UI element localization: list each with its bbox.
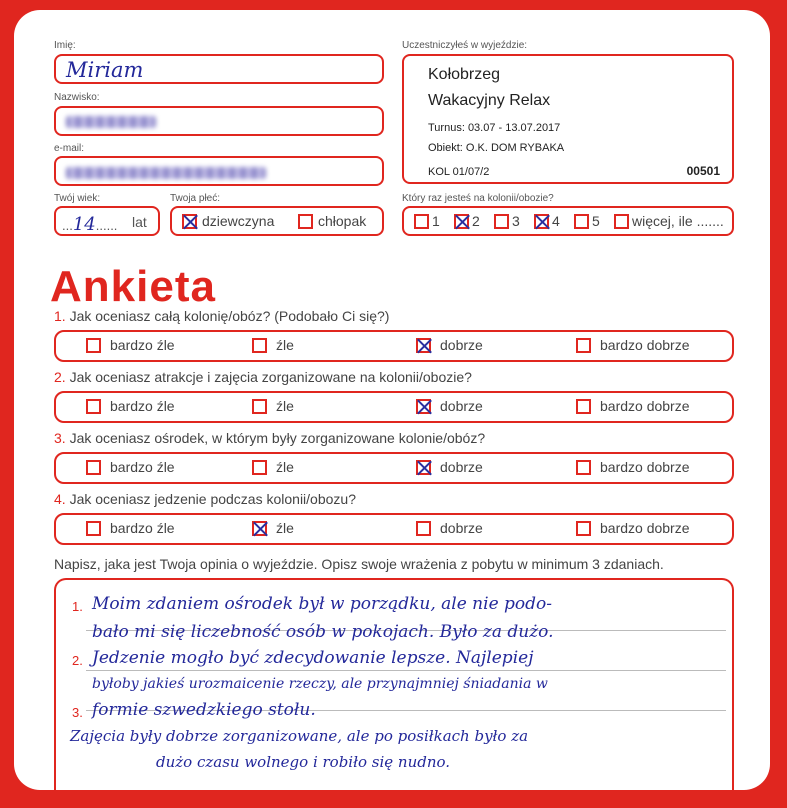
answer-option-label: bardzo źle bbox=[110, 337, 175, 353]
answer-checkbox[interactable] bbox=[86, 338, 101, 353]
opinion-line: byłoby jakieś urozmaicenie rzeczy, ale przynajmniej śniadania w bbox=[92, 676, 548, 692]
answer-option-label: bardzo źle bbox=[110, 459, 175, 475]
answer-row-3 bbox=[54, 452, 734, 484]
opinion-line-number-2: 2. bbox=[72, 653, 83, 668]
answer-option-label: bardzo dobrze bbox=[600, 337, 690, 353]
answer-checkbox[interactable] bbox=[252, 338, 267, 353]
trip-label: Uczestniczyłeś w wyjeździe: bbox=[402, 40, 528, 51]
times-option-4: 4 bbox=[552, 213, 560, 229]
opinion-line: formie szwedzkiego stołu. bbox=[92, 700, 316, 720]
trip-obiekt: Obiekt: O.K. DOM RYBAKA bbox=[428, 142, 565, 154]
email-field[interactable] bbox=[54, 156, 384, 186]
question-text: Jak oceniasz całą kolonię/obóz? (Podobało Ci się?) bbox=[69, 308, 390, 324]
times-option-5: 5 bbox=[592, 213, 600, 229]
answer-checkbox[interactable] bbox=[86, 399, 101, 414]
times-checkbox-3[interactable] bbox=[494, 214, 509, 229]
trip-city: Kołobrzeg bbox=[428, 66, 501, 83]
trip-turnus: Turnus: 03.07 - 13.07.2017 bbox=[428, 122, 561, 134]
surname-redacted bbox=[66, 116, 156, 128]
opinion-prompt: Napisz, jaka jest Twoja opinia o wyjeździe. Opisz swoje wrażenia z pobytu w minimum 3 zdaniach. bbox=[54, 556, 664, 572]
gender-label: Twoja płeć: bbox=[170, 193, 221, 204]
answer-option-label: bardzo dobrze bbox=[600, 398, 690, 414]
age-value: 14 bbox=[72, 214, 96, 235]
answer-checkbox[interactable] bbox=[576, 338, 591, 353]
survey-title: Ankieta bbox=[50, 262, 216, 311]
name-field[interactable] bbox=[54, 54, 384, 84]
gender-checkbox-girl[interactable] bbox=[182, 214, 197, 229]
opinion-line-number-3: 3. bbox=[72, 705, 83, 720]
opinion-field[interactable] bbox=[54, 578, 734, 808]
answer-option-label: źle bbox=[276, 398, 294, 414]
answer-checkbox[interactable] bbox=[86, 521, 101, 536]
question-1 bbox=[54, 308, 389, 324]
question-4 bbox=[54, 491, 356, 507]
question-3 bbox=[54, 430, 485, 446]
answer-checkbox[interactable] bbox=[416, 338, 431, 353]
times-field bbox=[402, 206, 734, 236]
answer-checkbox[interactable] bbox=[252, 460, 267, 475]
times-checkbox-2[interactable] bbox=[454, 214, 469, 229]
question-number: 3. bbox=[54, 430, 66, 446]
age-label: Twój wiek: bbox=[54, 193, 101, 204]
name-value: Miriam bbox=[66, 58, 144, 82]
times-checkbox-5[interactable] bbox=[574, 214, 589, 229]
age-dots-before: ... bbox=[62, 218, 73, 233]
answer-checkbox[interactable] bbox=[416, 460, 431, 475]
answer-option-label: bardzo dobrze bbox=[600, 520, 690, 536]
answer-checkbox[interactable] bbox=[576, 460, 591, 475]
surname-label: Nazwisko: bbox=[54, 92, 100, 103]
answer-option-label: dobrze bbox=[440, 520, 483, 536]
answer-row-2 bbox=[54, 391, 734, 423]
opinion-line-number-1: 1. bbox=[72, 599, 83, 614]
answer-option-label: bardzo źle bbox=[110, 520, 175, 536]
answer-checkbox[interactable] bbox=[416, 399, 431, 414]
opinion-line: dużo czasu wolnego i robiło się nudno. bbox=[156, 753, 451, 771]
times-option-2: 2 bbox=[472, 213, 480, 229]
answer-option-label: dobrze bbox=[440, 398, 483, 414]
trip-name: Wakacyjny Relax bbox=[428, 92, 551, 109]
opinion-line: Moim zdaniem ośrodek był w porządku, ale nie podo- bbox=[92, 594, 553, 614]
question-text: Jak oceniasz ośrodek, w którym były zorganizowane kolonie/obóz? bbox=[69, 430, 486, 446]
gender-checkbox-boy[interactable] bbox=[298, 214, 313, 229]
times-option-1: 1 bbox=[432, 213, 440, 229]
age-field[interactable] bbox=[54, 206, 160, 236]
answer-option-label: źle bbox=[276, 520, 294, 536]
gender-option-boy: chłopak bbox=[318, 213, 367, 229]
answer-row-4 bbox=[54, 513, 734, 545]
times-option-more: więcej, ile ....... bbox=[632, 213, 724, 229]
answer-checkbox[interactable] bbox=[576, 399, 591, 414]
times-option-3: 3 bbox=[512, 213, 520, 229]
answer-checkbox[interactable] bbox=[576, 521, 591, 536]
times-checkbox-4[interactable] bbox=[534, 214, 549, 229]
answer-checkbox[interactable] bbox=[416, 521, 431, 536]
opinion-line: Jedzenie mogło być zdecydowanie lepsze. Najlepiej bbox=[92, 648, 534, 668]
opinion-line: bało mi się liczebność osób w pokojach. Było za dużo. bbox=[92, 622, 554, 642]
answer-option-label: bardzo źle bbox=[110, 398, 175, 414]
trip-code: KOL 01/07/2 bbox=[428, 166, 490, 178]
survey-sheet bbox=[14, 10, 770, 790]
times-checkbox-more[interactable] bbox=[614, 214, 629, 229]
question-number: 2. bbox=[54, 369, 66, 385]
name-label: Imię: bbox=[54, 40, 76, 51]
question-number: 1. bbox=[54, 308, 66, 324]
answer-checkbox[interactable] bbox=[252, 399, 267, 414]
trip-number: 00501 bbox=[686, 164, 720, 178]
times-label: Który raz jesteś na kolonii/obozie? bbox=[402, 193, 554, 204]
times-checkbox-1[interactable] bbox=[414, 214, 429, 229]
question-text: Jak oceniasz atrakcje i zajęcia zorganizowane na kolonii/obozie? bbox=[69, 369, 472, 385]
answer-option-label: źle bbox=[276, 459, 294, 475]
gender-field bbox=[170, 206, 384, 236]
trip-info-box bbox=[402, 54, 734, 184]
answer-row-1 bbox=[54, 330, 734, 362]
question-number: 4. bbox=[54, 491, 66, 507]
answer-option-label: dobrze bbox=[440, 337, 483, 353]
answer-option-label: bardzo dobrze bbox=[600, 459, 690, 475]
surname-field[interactable] bbox=[54, 106, 384, 136]
answer-option-label: źle bbox=[276, 337, 294, 353]
question-text: Jak oceniasz jedzenie podczas kolonii/obozu? bbox=[69, 491, 356, 507]
age-dots-after: ...... bbox=[95, 218, 118, 233]
answer-checkbox[interactable] bbox=[252, 521, 267, 536]
answer-checkbox[interactable] bbox=[86, 460, 101, 475]
opinion-line: Zajęcia były dobrze zorganizowane, ale po posiłkach było za bbox=[70, 727, 529, 745]
age-unit: lat bbox=[132, 214, 147, 230]
email-label: e-mail: bbox=[54, 143, 85, 154]
question-2 bbox=[54, 369, 472, 385]
answer-option-label: dobrze bbox=[440, 459, 483, 475]
email-redacted bbox=[66, 167, 266, 179]
gender-option-girl: dziewczyna bbox=[202, 213, 275, 229]
